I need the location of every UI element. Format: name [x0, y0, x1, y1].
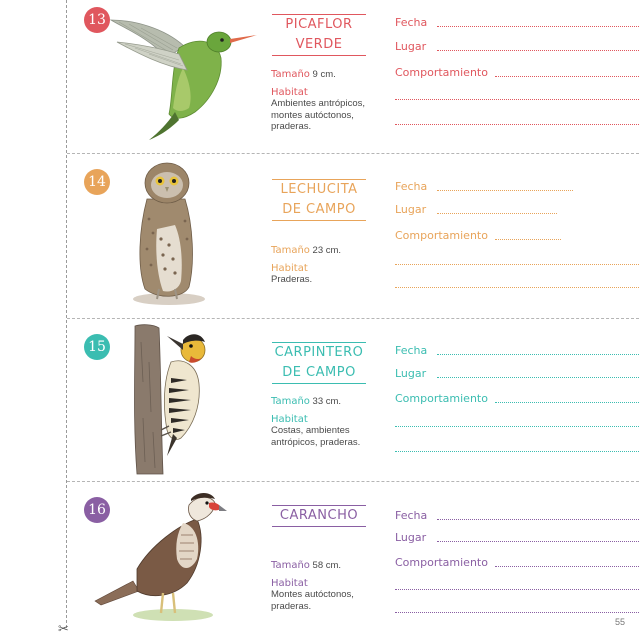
bird-name-line2: DE CAMPO: [282, 365, 356, 380]
habitat-text: Montes autóctonos, praderas.: [271, 589, 354, 612]
date-label: Fecha: [395, 16, 428, 29]
date-label: Fecha: [395, 180, 428, 193]
size-row: [271, 245, 391, 257]
bird-entry-picaflor-verde: [67, 0, 639, 152]
title-rule-bottom: [272, 220, 366, 221]
date-line[interactable]: [437, 26, 639, 27]
place-field[interactable]: [395, 367, 639, 381]
date-field[interactable]: [395, 180, 639, 194]
size-row: [271, 69, 391, 81]
date-line[interactable]: [437, 519, 639, 520]
habitat-label: Habitat: [271, 577, 308, 589]
date-field[interactable]: [395, 344, 639, 358]
date-line[interactable]: [437, 354, 639, 355]
bird-name-line1: CARPINTERO: [274, 345, 364, 360]
place-field[interactable]: [395, 531, 639, 545]
bird-number-badge: 13: [84, 7, 110, 33]
behavior-field[interactable]: [395, 556, 639, 570]
row-divider: [67, 153, 639, 154]
bird-title: [271, 505, 367, 527]
size-label: Tamaño: [271, 396, 310, 407]
habitat-label: Habitat: [271, 413, 308, 425]
size-label: Tamaño: [271, 245, 310, 256]
date-line[interactable]: [437, 190, 573, 191]
behavior-line-2[interactable]: [395, 264, 639, 265]
size-value: 33 cm.: [312, 396, 342, 407]
page-number: 55: [615, 617, 626, 627]
behavior-label: Comportamiento: [395, 556, 488, 569]
behavior-line-3[interactable]: [395, 287, 639, 288]
woodpecker-illustration: [131, 322, 219, 476]
date-label: Fecha: [395, 509, 428, 522]
caracara-illustration: [93, 489, 229, 625]
size-label: Tamaño: [271, 69, 310, 80]
row-divider: [67, 318, 639, 319]
size-value: 9 cm.: [312, 69, 336, 80]
behavior-field[interactable]: [395, 392, 639, 406]
bird-info: [271, 560, 391, 612]
behavior-line-2[interactable]: [395, 99, 639, 100]
behavior-line[interactable]: [495, 402, 639, 403]
size-value: 58 cm.: [312, 560, 342, 571]
bird-name-line2: DE CAMPO: [282, 202, 356, 217]
place-field[interactable]: [395, 203, 639, 217]
owl-illustration: [127, 159, 209, 307]
behavior-label: Comportamiento: [395, 392, 488, 405]
habitat-text: Costas, ambientes antrópicos, praderas.: [271, 425, 361, 448]
bird-title: [271, 342, 367, 384]
bird-info: [271, 245, 391, 286]
bird-name-line2: VERDE: [295, 37, 343, 52]
behavior-field[interactable]: [395, 66, 639, 80]
bird-entry-carancho: [67, 483, 639, 629]
behavior-line[interactable]: [495, 239, 561, 240]
size-value: 23 cm.: [312, 245, 342, 256]
place-line[interactable]: [437, 541, 639, 542]
behavior-field[interactable]: [395, 229, 639, 243]
place-label: Lugar: [395, 367, 427, 380]
title-rule-bottom: [272, 526, 366, 527]
date-label: Fecha: [395, 344, 428, 357]
bird-entry-lechucita-de-campo: [67, 155, 639, 317]
bird-title: [271, 179, 367, 221]
bird-info: [271, 69, 391, 133]
behavior-line-3[interactable]: [395, 451, 639, 452]
habitat-text: Praderas.: [271, 274, 313, 285]
bird-name-line1: LECHUCITA: [280, 182, 358, 197]
size-row: [271, 560, 391, 572]
bird-number-badge: 14: [84, 169, 110, 195]
scissors-icon: ✂: [58, 622, 69, 637]
size-row: [271, 396, 391, 408]
date-field[interactable]: [395, 16, 639, 30]
place-line[interactable]: [437, 213, 557, 214]
bird-number-badge: 16: [84, 497, 110, 523]
place-field[interactable]: [395, 40, 639, 54]
size-label: Tamaño: [271, 560, 310, 571]
title-rule-bottom: [272, 383, 366, 384]
behavior-label: Comportamiento: [395, 66, 488, 79]
row-divider: [67, 481, 639, 482]
habitat-label: Habitat: [271, 262, 308, 274]
date-field[interactable]: [395, 509, 639, 523]
habitat-text: Ambientes antrópicos, montes autóctonos, praderas.: [271, 98, 365, 132]
hummingbird-illustration: [109, 8, 259, 143]
bird-info: [271, 396, 391, 448]
place-label: Lugar: [395, 531, 427, 544]
bird-name-line1: PICAFLOR: [285, 17, 353, 32]
bird-number-badge: 15: [84, 334, 110, 360]
title-rule-bottom: [272, 55, 366, 56]
behavior-line-3[interactable]: [395, 124, 639, 125]
behavior-line[interactable]: [495, 76, 639, 77]
habitat-label: Habitat: [271, 86, 308, 98]
behavior-line[interactable]: [495, 566, 639, 567]
place-label: Lugar: [395, 40, 427, 53]
bird-title: [271, 14, 367, 56]
bird-name-line1: CARANCHO: [279, 508, 359, 523]
bird-entry-carpintero-de-campo: [67, 320, 639, 480]
place-label: Lugar: [395, 203, 427, 216]
behavior-line-2[interactable]: [395, 589, 639, 590]
behavior-line-2[interactable]: [395, 426, 639, 427]
behavior-line-3[interactable]: [395, 612, 639, 613]
behavior-label: Comportamiento: [395, 229, 488, 242]
place-line[interactable]: [437, 377, 639, 378]
place-line[interactable]: [437, 50, 639, 51]
